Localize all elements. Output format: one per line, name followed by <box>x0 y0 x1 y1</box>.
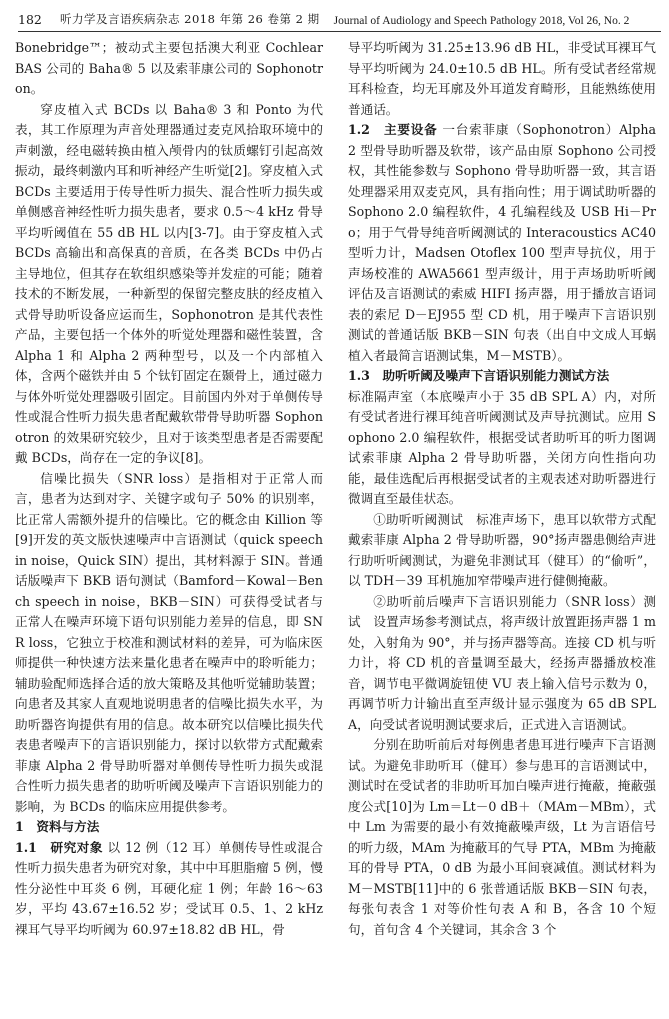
paragraph-snr-loss-test: ②助听前后噪声下言语识别能力（SNR loss）测试 设置声场参考测试点，将声级计放置距扬声器 1 m 处，入射角为 90°，并与扬声器等高。连接 CD 机与听力计，将 CD 机的音量调至最大，经扬声器播放校准音，调节电平微调旋钮使 VU 表上输入信号示数为 0，再调节听力计输出直至声级计显示强度为 65 dB SPL A，向受试者说明测试要求后，正式进入言语测试。 <box>348 593 656 732</box>
journal-title-cn: 听力学及言语疾病杂志 2018 年第 26 卷第 2 期 <box>60 12 320 26</box>
paragraph-test-methods: 标准隔声室（本底噪声小于 35 dB SPL A）内，对所有受试者进行裸耳纯音听阈测试及声导抗测试。应用 Sophono 2.0 编程软件，根据受试者助听耳的听力图调试索菲康 Alpha 2 骨导助听器，关闭方向性指向功能，最佳选配后再根据受试者的主观表述对助听器进行微调直至最佳状态。 <box>348 388 656 506</box>
subsection-equipment <box>348 120 656 366</box>
left-column <box>15 38 323 940</box>
subsection-subjects <box>15 838 323 941</box>
right-column <box>348 38 656 940</box>
journal-title-en: Journal of Audiology and Speech Pathology 2018, Vol 26, No. 2 <box>333 15 630 27</box>
section-heading-materials-methods: 1 资料与方法 <box>15 819 100 834</box>
paragraph-snr-loss: 信噪比损失（SNR loss）是指相对于正常人而言，患者为达到对字、关键字或句子 50% 的识别率，比正常人需额外提升的信噪比。它的概念由 Killion 等[9]开发的英文版快速噪声中言语测试（quick speech in noise，Quick SIN）提出，其材料源于 SIN。普通话版噪声下 BKB 语句测试（Bamford－Kowal－Bench speech in noise，BKB－SIN）可获得受试者与正常人在噪声环境下语句识别能力差异的信息，即 SNR loss，它独立于校准和测试材料的差异，可为临床医师提供一种快速方法来量化患者在噪声中的聆听能力；辅助验配师选择合适的放大策略及其他听觉辅助装置；向患者及其家人直观地说明患者的信噪比损失水平，为助听器咨询提供有用的信息。故本研究以信噪比损失代表患者噪声下的言语识别能力，探讨以软带方式配戴索菲康 Alpha 2 骨导助听器对单侧传导性听力损失或混合性听力损失患者的助听听阈及噪声下言语识别能力的影响，为 BCDs 的临床应用提供参考。 <box>15 470 323 814</box>
running-header <box>18 6 661 32</box>
paragraph-percutaneous-bcds: 穿皮植入式 BCDs 以 Baha® 3 和 Ponto 为代表，其工作原理为声音处理器通过麦克风拾取环境中的声刺激，经电磁转换由植入颅骨内的钛质螺钉引起高效振动，最终刺激内耳和听神经产生听觉[2]。穿皮植入式 BCDs 主要适用于传导性听力损失、混合性听力损失或单侧感音神经性听力损失患者，要求 0.5～4 kHz 骨导平均听阈值在 55 dB HL 以内[3-7]。由于穿皮植入式 BCDs 高输出和高保真的音质，在各类 BCDs 中仍占主导地位，但其存在软组织感染等并发症的可能；随着技术的不断发展，一种新型的保留完整皮肤的经皮植入式骨导助听设备应运而生，Sophonotron 是其代表性产品，主要包括一个体外的听觉处理器和磁性装置，含 Alpha 1 和 Alpha 2 两种型号，以及一个内部植入体，含两个磁铁并由 5 个钛钉固定在颞骨上，通过磁力与体外听觉处理器吸引固定。目前国内外对于单侧传导性或混合性听力损失患者配戴软带骨导助听器 Sophonotron 的效果研究较少，且对于该类型患者是否需要配戴 BCDs，尚存在一定的争议[8]。 <box>15 101 323 465</box>
subsection-text-equipment: 一台索菲康（Sophonotron）Alpha 2 型骨导助听器及软带，该产品由原 Sophono 公司授权，其性能参数与 Sophono 骨导助听器一致，其言语处理器采用双麦克风，具有指向性；用于调试助听器的 Sophono 2.0 编程软件，4 孔编程线及 USB Hi－Pro；用于气骨导纯音听阈测试的 Interacoustics AC40 型听力计，Madsen Otoflex 100 型声导抗仪，用于声场校准的 AWA5661 型声级计，用于声场助听听阈评估及言语测试的索威 HIFI 扬声器，用于播放言语词表的索尼 D－EJ955 型 CD 机，用于噪声下言语识别测试的普通话版 BKB－SIN 句表（出自中文成人耳蜗植入者最简言语测试集，M－MSTB）。 <box>348 122 656 363</box>
subsection-text-subjects: 以 12 例（12 耳）单侧传导性或混合性听力损失患者为研究对象，其中中耳胆脂瘤 5 例，慢性分泌性中耳炎 6 例，耳硬化症 1 例；年龄 16～63 岁，平均 43.67±16.52 岁；受试耳 0.5、1、2 kHz 裸耳气导平均听阈为 60.97±18.82 dB HL，骨 <box>15 839 323 937</box>
paragraph-aided-threshold-test: ①助听听阈测试 标准声场下，患耳以软带方式配戴索菲康 Alpha 2 骨导助听器，90°扬声器患侧给声进行助听听阈测试，为避免非测试耳（健耳）的“偷听”，以 TDH－39 耳机施加窄带噪声进行健侧掩蔽。 <box>348 511 656 588</box>
subsection-heading-subjects: 1.1 研究对象 <box>15 839 103 855</box>
paragraph-subject-thresholds: 导平均听阈为 31.25±13.96 dB HL，非受试耳裸耳气导平均听阈为 24.0±10.5 dB HL。所有受试者经常规耳科检查，均无耳廓及外耳道发育畸形，且能熟练使用普通话。 <box>348 40 656 117</box>
page-number: 182 <box>18 12 42 27</box>
subsection-heading-equipment: 1.2 主要设备 <box>348 122 438 137</box>
subsection-heading-test-methods: 1.3 助听听阈及噪声下言语识别能力测试方法 <box>348 368 610 383</box>
paragraph-device-types: Bonebridge™；被动式主要包括澳大利亚 Cochlear BAS 公司的 Baha® 5 以及索菲康公司的 Sophonotron。 <box>15 40 323 96</box>
paragraph-masking-procedure: 分别在助听前后对每例患者患耳进行噪声下言语测试。为避免非助听耳（健耳）参与患耳的言语测试中，测试时在受试者的非助听耳加白噪声进行掩蔽，掩蔽强度公式[10]为 Lm＝Lt－0 dB＋（MAm－MBm），式中 Lm 为需要的最小有效掩蔽噪声级，Lt 为言语信号的听力级，MAm 为掩蔽耳的气导 PTA，MBm 为掩蔽耳的骨导 PTA，0 dB 为最小耳间衰减值。测试材料为 M－MSTB[11]中的 6 张普通话版 BKB－SIN 句表，每张句表含 1 对等价性句表 A 和 B，各含 10 个短句，首句含 4 个关键词，其余含 3 个 <box>348 737 656 937</box>
